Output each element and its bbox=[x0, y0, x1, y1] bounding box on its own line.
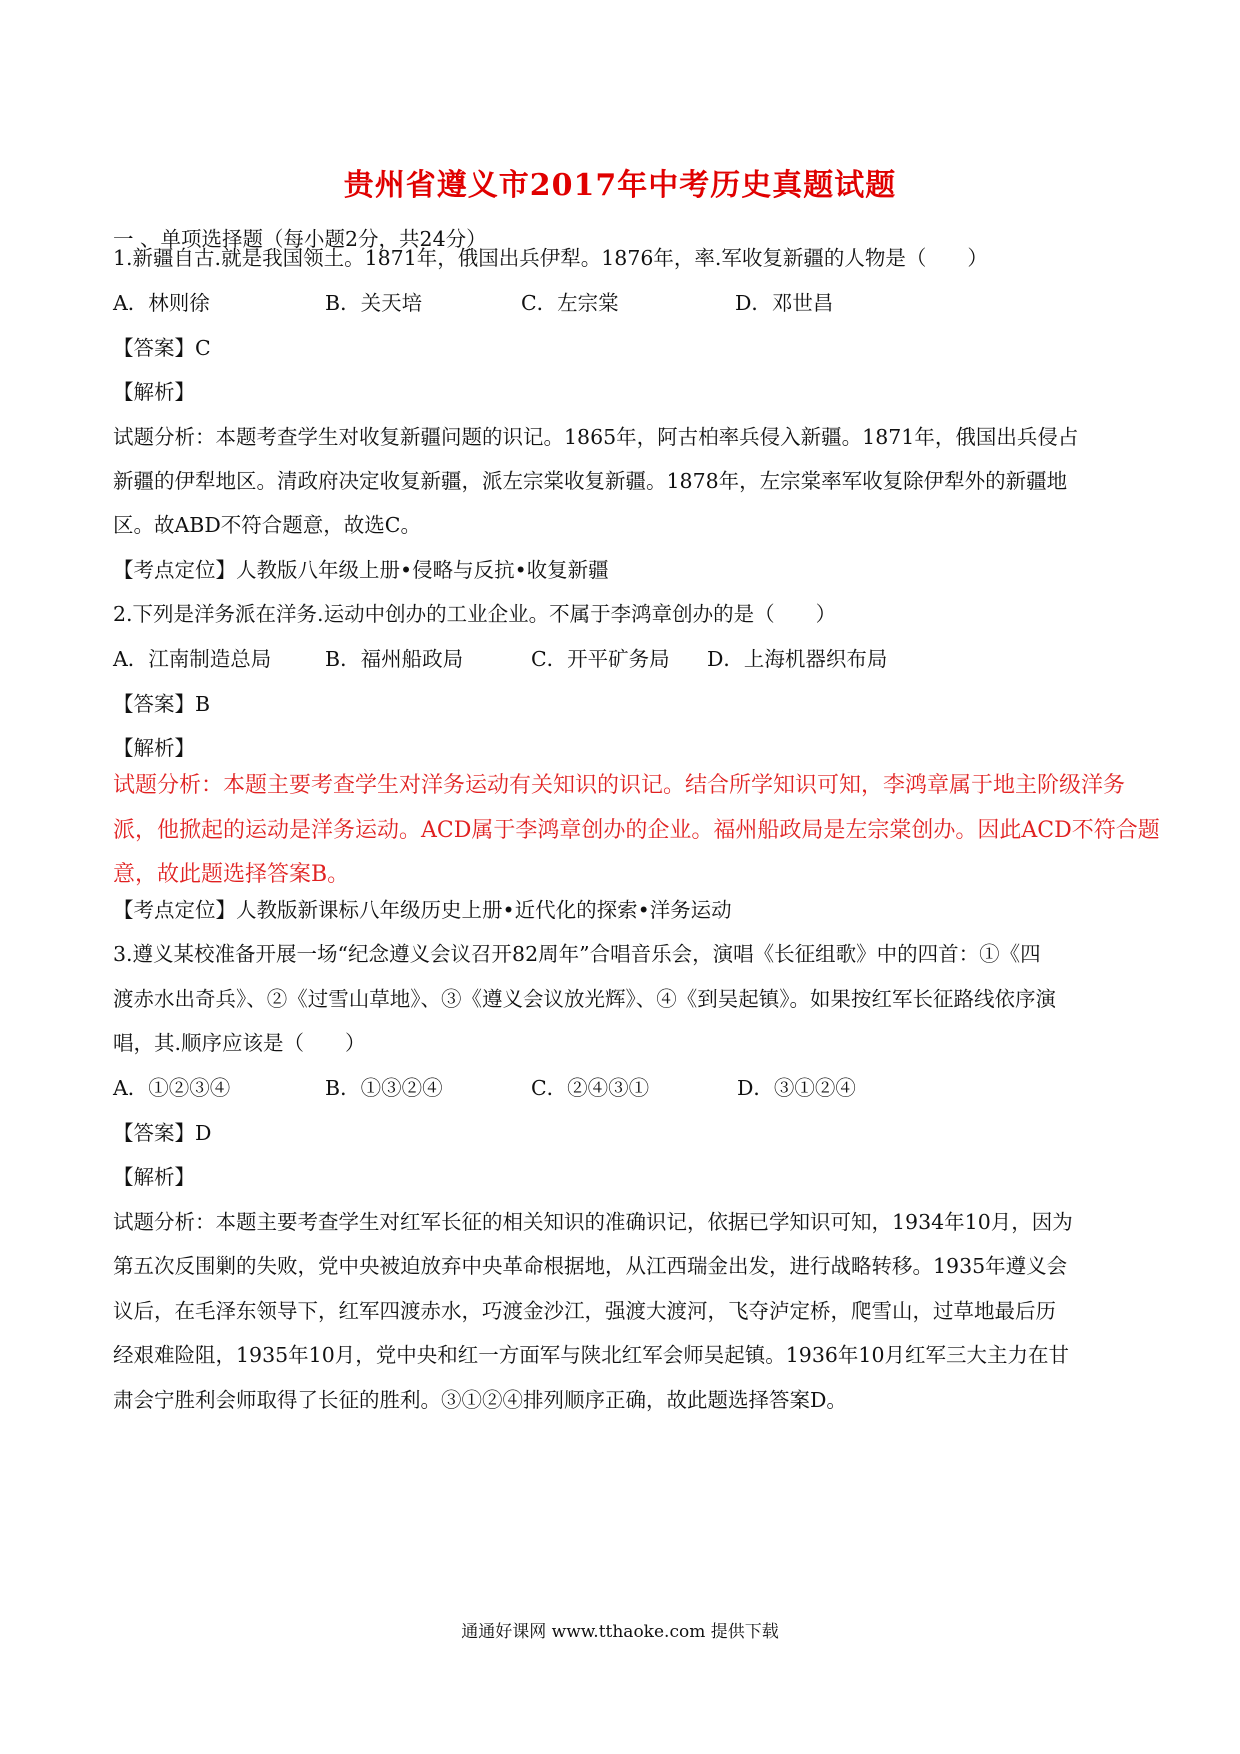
q2-answer: 【答案】B bbox=[113, 692, 211, 716]
q3-stem-line: 3.遵义某校准备开展一场“纪念遵义会议召开82周年”合唱音乐会，演唱《长征组歌》中的四首：①《四 bbox=[113, 942, 1041, 966]
q2-analysis-line: 意，故此题选择答案B。 bbox=[113, 862, 350, 887]
q1-option-c: C．左宗棠 bbox=[521, 291, 619, 315]
q3-analysis-label: 【解析】 bbox=[113, 1165, 195, 1189]
q2-option-c: C．开平矿务局 bbox=[531, 647, 670, 671]
q3-analysis-line: 议后，在毛泽东领导下，红军四渡赤水，巧渡金沙江，强渡大渡河，飞夺泸定桥，爬雪山，过草地最后历 bbox=[113, 1299, 1056, 1323]
q3-stem-line: 唱，其.顺序应该是（ ） bbox=[113, 1031, 366, 1055]
q1-stem: 1.新疆自古.就是我国领土。1871年，俄国出兵伊犁。1876年，率.军收复新疆的人物是（ ） bbox=[113, 246, 988, 270]
q1-analysis-line: 区。故ABD不符合题意，故选C。 bbox=[113, 513, 421, 537]
q1-analysis-line: 试题分析：本题考查学生对收复新疆问题的识记。1865年，阿古柏率兵侵入新疆。1871年，俄国出兵侵占 bbox=[113, 425, 1079, 449]
section-heading: 一 、单项选择题（每小题2分，共24分） bbox=[113, 227, 487, 251]
q1-analysis-label: 【解析】 bbox=[113, 380, 195, 404]
q1-option-d: D．邓世昌 bbox=[735, 291, 834, 315]
q3-analysis-line: 第五次反围剿的失败，党中央被迫放弃中央革命根据地，从江西瑞金出发，进行战略转移。1935年遵义会 bbox=[113, 1254, 1068, 1278]
q3-answer: 【答案】D bbox=[113, 1121, 212, 1145]
q2-option-a: A．江南制造总局 bbox=[113, 647, 272, 671]
q3-stem-line: 渡赤水出奇兵》、②《过雪山草地》、③《遵义会议放光辉》、④《到吴起镇》。如果按红军长征路线依序演 bbox=[113, 987, 1056, 1011]
q1-analysis-line: 新疆的伊犁地区。清政府决定收复新疆，派左宗棠收复新疆。1878年，左宗棠率军收复除伊犁外的新疆地 bbox=[113, 469, 1068, 493]
q1-option-a: A．林则徐 bbox=[113, 291, 210, 315]
q1-exam-point: 【考点定位】人教版八年级上册•侵略与反抗•收复新疆 bbox=[113, 558, 609, 582]
page-footer: 通通好课网 www.tthaoke.com 提供下载 bbox=[461, 1622, 779, 1642]
q2-stem: 2.下列是洋务派在洋务.运动中创办的工业企业。不属于李鸿章创办的是（ ） bbox=[113, 602, 837, 626]
q1-option-b: B．关天培 bbox=[325, 291, 423, 315]
q3-option-a: A．①②③④ bbox=[113, 1076, 231, 1100]
q3-option-b: B．①③②④ bbox=[325, 1076, 443, 1100]
q2-analysis-line: 试题分析：本题主要考查学生对洋务运动有关知识的识记。结合所学知识可知，李鸿章属于地主阶级洋务 bbox=[113, 773, 1126, 798]
q2-analysis-label: 【解析】 bbox=[113, 736, 195, 760]
q3-option-d: D．③①②④ bbox=[737, 1076, 856, 1100]
q2-analysis-line: 派，他掀起的运动是洋务运动。ACD属于李鸿章创办的企业。福州船政局是左宗棠创办。因此ACD不符合题 bbox=[113, 818, 1160, 843]
q3-analysis-line: 经艰难险阻，1935年10月，党中央和红一方面军与陕北红军会师吴起镇。1936年10月红军三大主力在甘 bbox=[113, 1343, 1070, 1367]
q2-option-b: B．福州船政局 bbox=[325, 647, 464, 671]
q3-analysis-line: 肃会宁胜利会师取得了长征的胜利。③①②④排列顺序正确，故此题选择答案D。 bbox=[113, 1388, 847, 1412]
q2-exam-point: 【考点定位】人教版新课标八年级历史上册•近代化的探索•洋务运动 bbox=[113, 898, 732, 922]
q3-analysis-line: 试题分析：本题主要考查学生对红军长征的相关知识的准确识记，依据已学知识可知，1934年10月，因为 bbox=[113, 1210, 1073, 1234]
page-title: 贵州省遵义市2017年中考历史真题试题 bbox=[343, 168, 897, 203]
q1-answer: 【答案】C bbox=[113, 336, 211, 360]
q3-option-c: C．②④③① bbox=[531, 1076, 650, 1100]
q2-option-d: D．上海机器织布局 bbox=[707, 647, 888, 671]
